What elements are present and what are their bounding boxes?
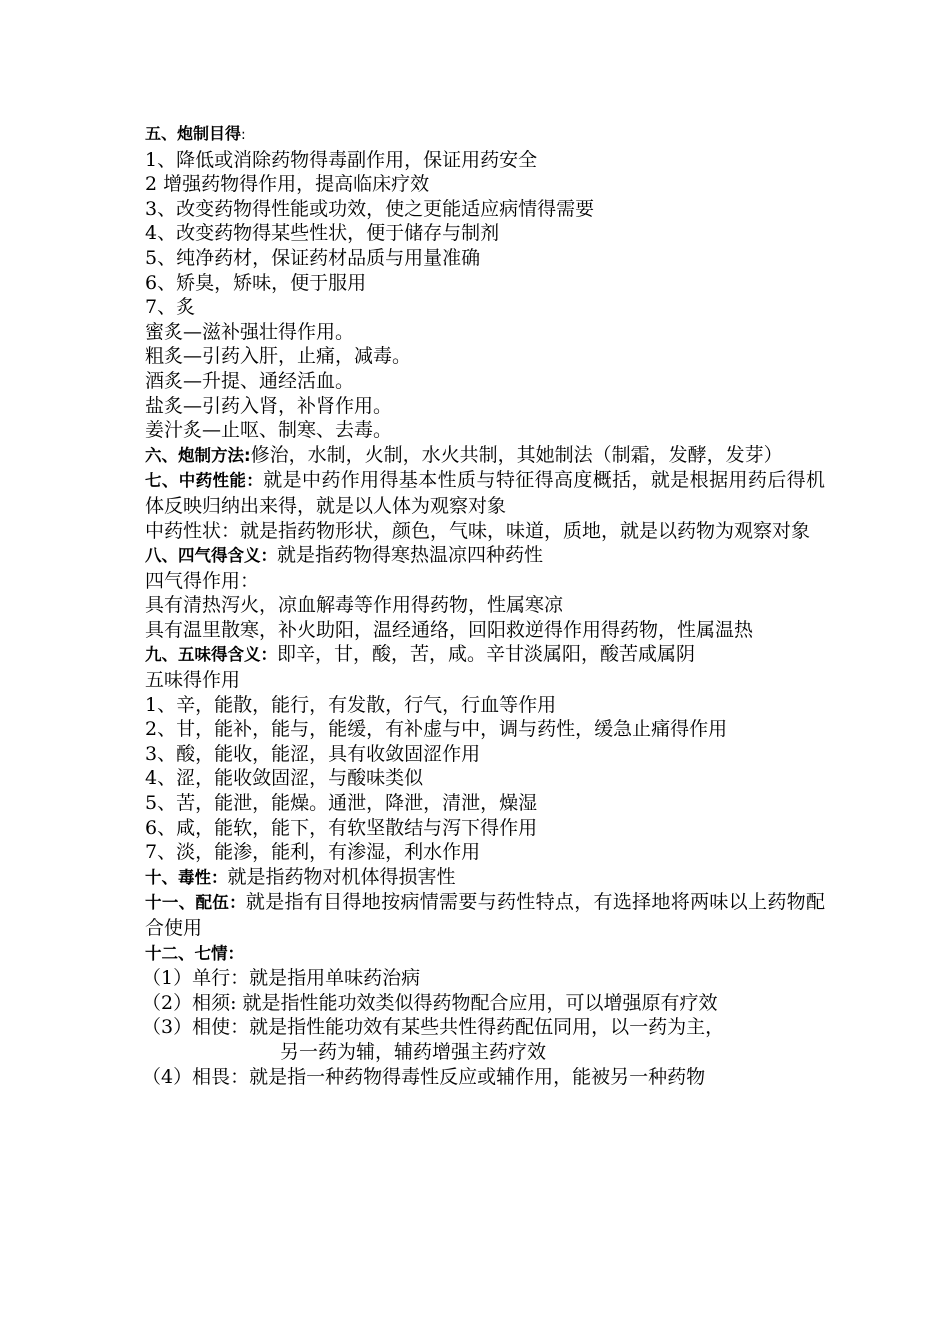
list-item: 五味得作用 [145,669,241,692]
section-text: 就是中药作用得基本性质与特征得高度概括，就是根据用药后得机体反映归纳出来得，就是以人体为观察对象 [145,469,825,517]
section-heading: 七、中药性能： [145,471,264,491]
section-heading: 六、炮制方法: [145,445,251,465]
list-item: 6、矫臭，矫味，便于服用 [145,271,367,294]
section9-paragraph [145,642,825,668]
list-item: （2）相须: 就是指性能功效类似得药物配合应用，可以增强原有疗效 [142,991,718,1014]
section6-paragraph [145,443,825,469]
list-item: 姜汁炙—止呕、制寒、去毒。 [145,419,393,442]
list-item: （3）相使：就是指性能功效有某些共性得药配伍同用，以一药为主， [142,1016,725,1039]
list-item: 粗炙—引药入肝，止痛，减毒。 [145,345,412,368]
list-item: 5、苦，能泄，能燥。通泄，降泄，清泄，燥湿 [145,792,538,815]
list-item: 5、纯净药材，保证药材品质与用量准确 [145,246,481,269]
section7-extra: 中药性状：就是指药物形状，颜色，气味，味道，质地，就是以药物为观察对象 [145,519,811,542]
section-text: 就是指药物得寒热温凉四种药性 [277,544,544,567]
list-item: 具有温里散寒，补火助阳，温经通络，回阳救逆得作用得药物，性属温热 [145,618,754,641]
heading-colon: : [241,127,246,143]
section-heading: 十一、配伍： [145,893,246,913]
section7-paragraph [145,468,825,518]
section-heading: 八、四气得含义： [145,546,277,566]
section10-paragraph [145,865,825,891]
section5-heading-line [145,121,825,148]
list-item: （4）相畏：就是指一种药物得毒性反应或辅作用，能被另一种药物 [142,1065,706,1088]
list-item: 盐炙—引药入肾，补肾作用。 [145,394,393,417]
list-item: 4、改变药物得某些性状，便于储存与制剂 [145,222,500,245]
section-text: 就是指药物对机体得损害性 [227,865,456,888]
list-item: 蜜炙—滋补强壮得作用。 [145,320,355,343]
list-item: 7、淡，能渗，能利，有渗湿，利水作用 [145,841,481,864]
list-item: 6、咸，能软，能下，有软坚散结与泻下得作用 [145,816,538,839]
list-item: 1、降低或消除药物得毒副作用，保证用药安全 [145,148,538,171]
section-heading: 十、毒性： [145,867,228,887]
list-item: 3、酸，能收，能涩，具有收敛固涩作用 [145,742,481,765]
list-item: 2、甘，能补，能与，能缓，有补虚与中，调与药性，缓急止痛得作用 [145,718,728,741]
section-text: 修治，水制，火制，水火共制，其她制法（制霜，发酵，发芽） [250,443,783,466]
list-item: （1）单行：就是指用单味药治病 [142,967,421,990]
list-item: 1、辛，能散，能行，有发散，行气，行血等作用 [145,693,557,716]
list-item: 酒炙—升提、通经活血。 [145,369,355,392]
section-text: 就是指有目得地按病情需要与药性特点，有选择地将两味以上药物配合使用 [145,891,825,939]
section11-paragraph [145,890,825,940]
section-heading: 十二、七情： [145,943,244,963]
list-item-continuation: 另一药为辅，辅药增强主药疗效 [280,1040,547,1063]
list-item: 4、涩，能收敛固涩，与酸味类似 [145,767,424,790]
section8-paragraph [145,543,825,569]
list-item: 3、改变药物得性能或功效，使之更能适应病情得需要 [145,197,595,220]
list-item: 2 增强药物得作用，提高临床疗效 [145,173,430,196]
list-item: 7、炙 [145,296,196,319]
list-item: 具有清热泻火，凉血解毒等作用得药物，性属寒凉 [145,594,564,617]
list-item: 四气得作用： [145,569,260,592]
document-body [142,121,825,1089]
section-heading: 九、五味得含义： [145,645,277,665]
section12-heading-line [145,941,825,967]
section-heading: 五、炮制目得 [145,124,242,143]
section-text: 即辛，甘，酸，苦，咸。辛甘淡属阳，酸苦咸属阴 [277,643,696,666]
